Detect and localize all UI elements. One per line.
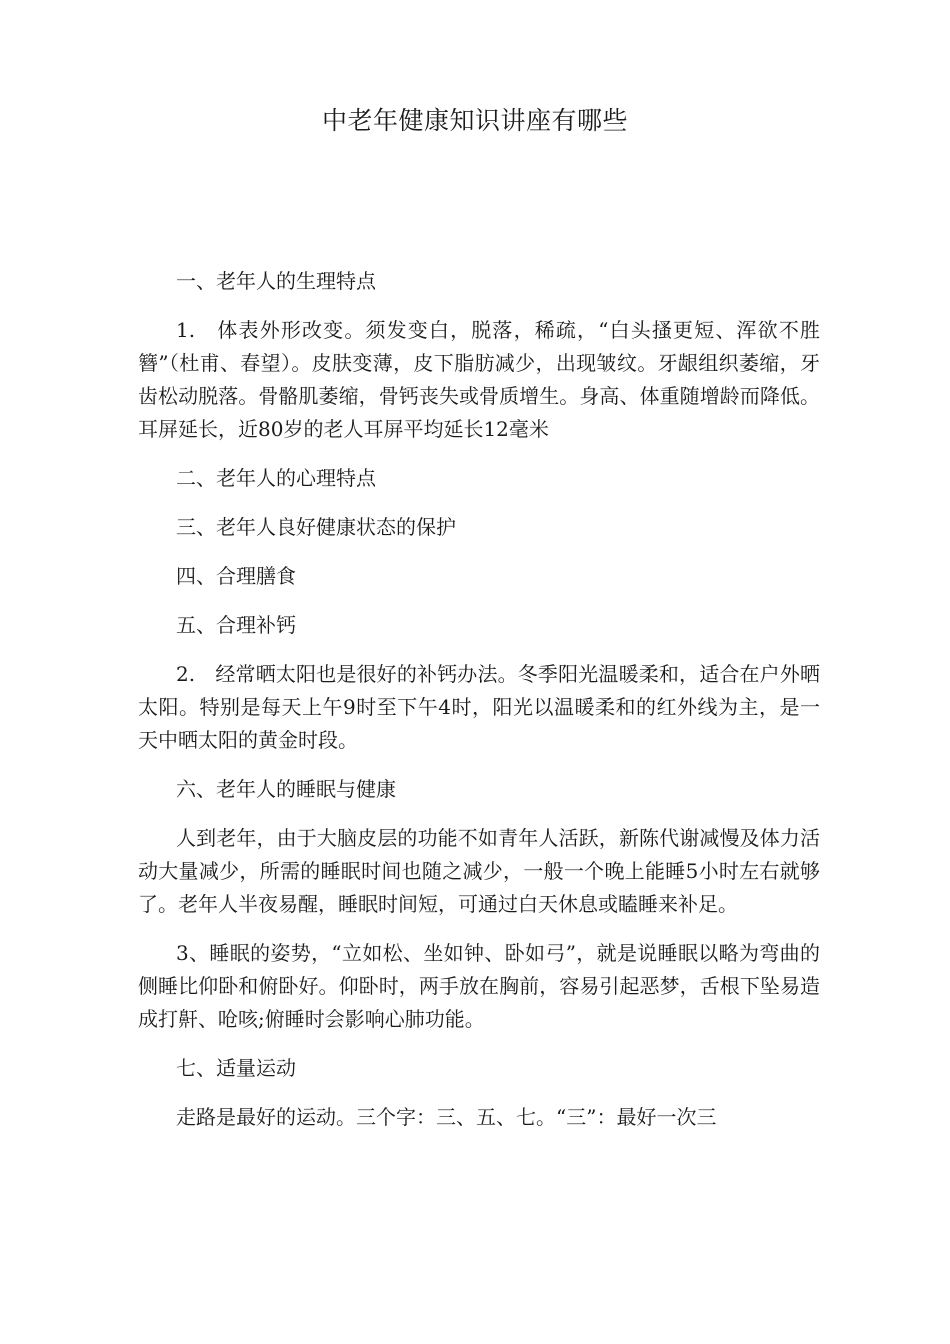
- section-heading-diet: 四、合理膳食: [176, 564, 296, 588]
- paragraph-sleep-duration: 人到老年，由于大脑皮层的功能不如青年人活跃，新陈代谢减慢及体力活动大量减少，所需的睡眠时间也随之减少，一般一个晚上能睡5小时左右就够了。老年人半夜易醒，睡眠时间短，可通过白天休息或瞌睡来补足。: [138, 826, 820, 916]
- paragraph-walking: 走路是最好的运动。三个字：三、五、七。“三”：最好一次三: [176, 1105, 717, 1129]
- section-heading-physiology: 一、老年人的生理特点: [176, 269, 376, 293]
- document-title: 中老年健康知识讲座有哪些: [321, 106, 628, 135]
- document-body: [138, 265, 820, 1150]
- paragraph-sleep-posture: 3、睡眠的姿势，“立如松、坐如钟、卧如弓”，就是说睡眠以略为弯曲的侧睡比仰卧和俯卧好。仰卧时，两手放在胸前，容易引起恶梦，舌根下坠易造成打鼾、呛咳;俯睡时会影响心肺功能。: [138, 941, 820, 1031]
- paragraph-appearance-changes: 1. 体表外形改变。须发变白，脱落，稀疏，“白头搔更短、浑欲不胜簪”（杜甫、春望）。皮肤变薄，皮下脂肪减少，出现皱纹。牙龈组织萎缩，牙齿松动脱落。骨骼肌萎缩，骨钙丧失或骨质增生。身高、体重随增龄而降低。耳屏延长，近80岁的老人耳屏平均延长12毫米: [138, 318, 820, 441]
- section-heading-health-protection: 三、老年人良好健康状态的保护: [176, 515, 456, 539]
- section-heading-exercise: 七、适量运动: [176, 1056, 296, 1080]
- section-heading-sleep: 六、老年人的睡眠与健康: [176, 777, 396, 801]
- section-heading-psychology: 二、老年人的心理特点: [176, 466, 376, 490]
- paragraph-sunlight: 2. 经常晒太阳也是很好的补钙办法。冬季阳光温暖柔和，适合在户外晒太阳。特别是每天上午9时至下午4时，阳光以温暖柔和的红外线为主，是一天中晒太阳的黄金时段。: [138, 662, 820, 752]
- section-heading-calcium: 五、合理补钙: [176, 613, 296, 637]
